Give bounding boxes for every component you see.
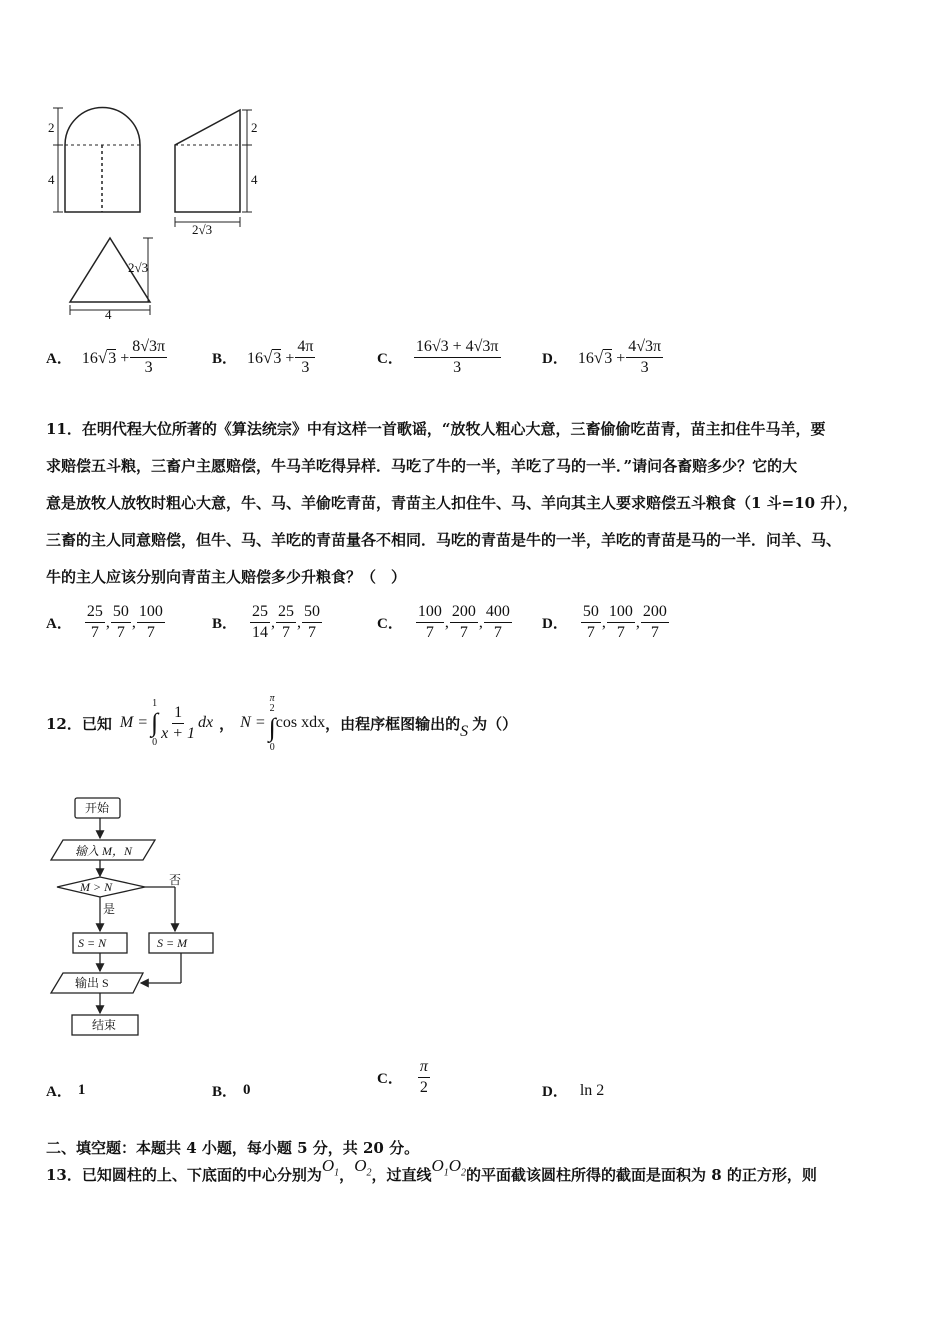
flow-assign-no-label: S = M <box>157 936 188 950</box>
flow-cond-label: M > N <box>80 880 113 894</box>
q10-option-c[interactable]: C． $\frac{16√3 + 4√3\pi}{3}$ <box>377 338 499 376</box>
dim-side-top: 2 <box>251 120 258 135</box>
q11-option-a[interactable]: A． $\frac{25}{7}$ , $\frac{50}{7}$ , $\frac{100}{7}$ <box>46 603 163 641</box>
q12-option-c[interactable]: C． $\frac{\pi}{2}$ <box>377 1058 428 1096</box>
dim-front-side: 4 <box>48 172 55 187</box>
three-view-figure <box>40 100 280 320</box>
flowchart <box>45 795 235 1045</box>
q11-line: 11．在明代程大位所著的《算法统宗》中有这样一首歌谣，“放牧人粗心大意，三畜偷偷吃苗青，苗主扣住牛马羊，要 <box>46 420 826 438</box>
q11-option-d[interactable]: D． $\frac{50}{7}$ , $\frac{100}{7}$ , $\frac{200}{7}$ <box>542 603 667 641</box>
q11-option-b[interactable]: B． $\frac{25}{14}$ , $\frac{25}{7}$ , $\frac{50}{7}$ <box>212 603 321 641</box>
flow-output-label: 输出 S <box>75 976 109 990</box>
dim-top-height: 2√3 <box>128 260 149 275</box>
q11-line: 三畜的主人同意赔偿，但牛、马、羊吃的青苗量各不相同．马吃的青苗是牛的一半，羊吃的青苗是马的一半．问羊、马、 <box>46 531 842 549</box>
flow-no-label: 否 <box>169 873 182 887</box>
q13-question: 13．已知圆柱的上、下底面的中心分别为 $O_1$ ， $O_2$ ，过直线 $O_1O_2$ 的平面截该圆柱所得的截面是面积为 8 的正方形，则 <box>46 1156 817 1184</box>
q10-option-b[interactable]: B． 16√3 + $\frac{4\pi}{3}$ <box>212 338 314 376</box>
q12-option-b[interactable]: B． 0 <box>212 1082 251 1100</box>
q12-question: 12．已知 M = 1 ∫ 0 $\frac{1}{x + 1}$ dx ， N = π 2 ∫ 0 cos xdx ，由程序框图输出的 S 为（） <box>46 692 518 753</box>
q11-line: 意是放牧人放牧时粗心大意，牛、马、羊偷吃青苗，青苗主人扣住牛、马、羊向其主人要求赔偿五斗粮食（1 斗=10 升）， <box>46 494 858 512</box>
q11-question <box>46 411 916 596</box>
dim-side-bottom: 2√3 <box>192 222 213 237</box>
flow-assign-yes-label: S = N <box>78 936 107 950</box>
q12-option-a[interactable]: A． 1 <box>46 1082 86 1100</box>
dim-side-side: 4 <box>251 172 258 187</box>
flow-start-label: 开始 <box>85 801 110 815</box>
q11-line: 求赔偿五斗粮，三畜户主愿赔偿，牛马羊吃得异样．马吃了牛的一半，羊吃了马的一半．”请问各畜赔多少？它的大 <box>46 457 798 475</box>
dim-front-top: 2 <box>48 120 55 135</box>
section-heading: 二、填空题：本题共 4 小题，每小题 5 分，共 20 分。 <box>46 1139 420 1157</box>
dim-top-base: 4 <box>105 307 112 320</box>
q11-line: 牛的主人应该分别向青苗主人赔偿多少升粮食？（ ） <box>46 568 407 586</box>
q11-option-c[interactable]: C． $\frac{100}{7}$ , $\frac{200}{7}$ , $\frac{400}{7}$ <box>377 603 510 641</box>
q10-option-a[interactable]: A． 16√3 + $\frac{8√3\pi}{3}$ <box>46 338 166 376</box>
flow-end-label: 结束 <box>92 1018 117 1032</box>
q10-option-d[interactable]: D． 16√3 + $\frac{4√3\pi}{3}$ <box>542 338 662 376</box>
flow-yes-label: 是 <box>103 902 116 916</box>
flow-input-label: 输入 M，N <box>75 844 133 858</box>
q12-option-d[interactable]: D． ln 2 <box>542 1081 605 1100</box>
side-view-shape <box>175 110 240 212</box>
